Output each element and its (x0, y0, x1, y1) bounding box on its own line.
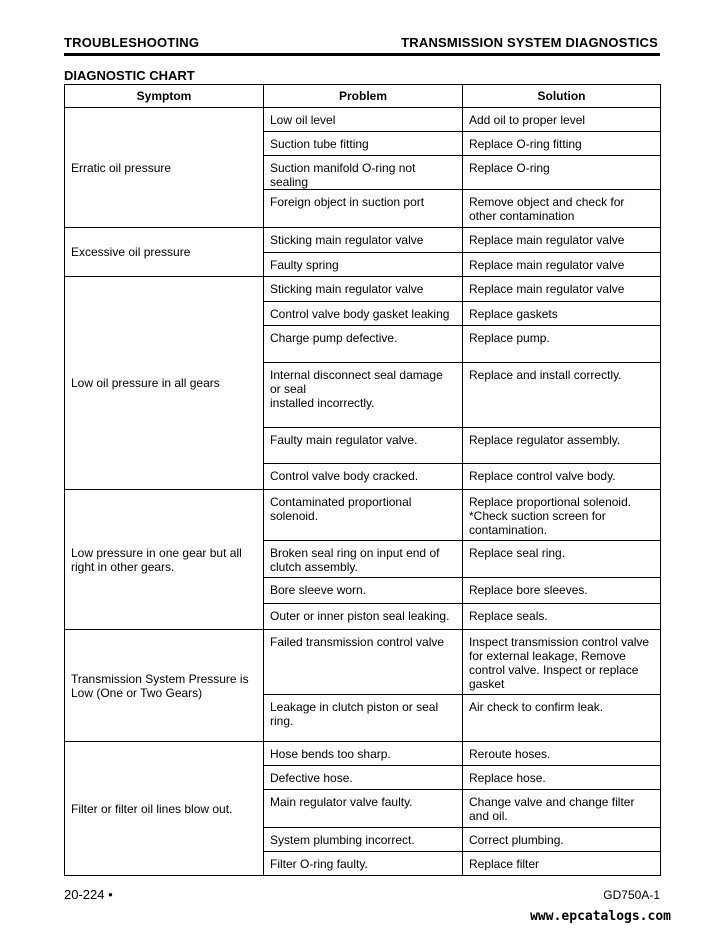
solution-cell: Replace seals. (463, 604, 661, 630)
problem-cell: Main regulator valve faulty. (264, 790, 463, 828)
solution-cell: Replace and install correctly. (463, 363, 661, 428)
problem-cell: Filter O-ring faulty. (264, 852, 463, 876)
solution-cell: Replace pump. (463, 326, 661, 363)
solution-cell: Replace O-ring fitting (463, 132, 661, 156)
symptom-cell: Filter or filter oil lines blow out. (65, 742, 264, 876)
problem-cell: Control valve body cracked. (264, 464, 463, 490)
problem-cell: Sticking main regulator valve (264, 228, 463, 253)
chart-title: DIAGNOSTIC CHART (64, 68, 195, 83)
solution-cell: Add oil to proper level (463, 108, 661, 132)
solution-cell: Replace main regulator valve (463, 277, 661, 302)
solution-cell: Change valve and change filter and oil. (463, 790, 661, 828)
page-header (64, 35, 660, 56)
solution-cell: Replace filter (463, 852, 661, 876)
document-code: GD750A-1 (603, 888, 660, 902)
symptom-cell: Transmission System Pressure is Low (One or Two Gears) (65, 630, 264, 742)
solution-cell: Replace O-ring (463, 156, 661, 190)
solution-cell: Air check to confirm leak. (463, 695, 661, 742)
problem-cell: Outer or inner piston seal leaking. (264, 604, 463, 630)
problem-cell: Hose bends too sharp. (264, 742, 463, 766)
header-chapter-title: TRANSMISSION SYSTEM DIAGNOSTICS (401, 35, 658, 50)
solution-cell: Replace seal ring. (463, 541, 661, 578)
problem-cell: Faulty spring (264, 253, 463, 277)
solution-cell: Replace main regulator valve (463, 228, 661, 253)
problem-cell: Defective hose. (264, 766, 463, 790)
solution-cell: Inspect transmission control valve for external leakage, Remove control valve. Inspect or replace gasket (463, 630, 661, 695)
table-row (65, 630, 661, 695)
column-header-solution: Solution (463, 85, 661, 108)
table-row (65, 108, 661, 132)
symptom-cell: Excessive oil pressure (65, 228, 264, 277)
solution-cell: Replace hose. (463, 766, 661, 790)
problem-cell: Suction tube fitting (264, 132, 463, 156)
solution-cell: Replace control valve body. (463, 464, 661, 490)
problem-cell: Leakage in clutch piston or seal ring. (264, 695, 463, 742)
table-row (65, 742, 661, 766)
table-row (65, 228, 661, 253)
watermark-url: www.epcatalogs.com (530, 909, 671, 924)
column-header-problem: Problem (264, 85, 463, 108)
symptom-cell: Low oil pressure in all gears (65, 277, 264, 490)
symptom-cell: Low pressure in one gear but all right in other gears. (65, 490, 264, 630)
problem-cell: Control valve body gasket leaking (264, 302, 463, 326)
column-header-symptom: Symptom (65, 85, 264, 108)
problem-cell: Contaminated proportional solenoid. (264, 490, 463, 541)
problem-cell: Faulty main regulator valve. (264, 428, 463, 464)
solution-cell: Remove object and check for other contamination (463, 190, 661, 228)
problem-cell: Broken seal ring on input end of clutch assembly. (264, 541, 463, 578)
problem-cell: Suction manifold O-ring not sealing (264, 156, 463, 190)
table-row (65, 490, 661, 541)
problem-cell: Charge pump defective. (264, 326, 463, 363)
table-header-row (65, 85, 661, 108)
problem-cell: Bore sleeve worn. (264, 578, 463, 604)
problem-cell: Failed transmission control valve (264, 630, 463, 695)
header-section-title: TROUBLESHOOTING (64, 35, 200, 50)
problem-cell: Sticking main regulator valve (264, 277, 463, 302)
problem-cell: System plumbing incorrect. (264, 828, 463, 852)
solution-cell: Replace proportional solenoid. *Check suction screen for contamination. (463, 490, 661, 541)
solution-cell: Replace bore sleeves. (463, 578, 661, 604)
problem-cell: Low oil level (264, 108, 463, 132)
solution-cell: Correct plumbing. (463, 828, 661, 852)
problem-cell: Foreign object in suction port (264, 190, 463, 228)
solution-cell: Reroute hoses. (463, 742, 661, 766)
solution-cell: Replace main regulator valve (463, 253, 661, 277)
table-body (65, 108, 661, 876)
page-number: 20-224 • (64, 887, 113, 902)
symptom-cell: Erratic oil pressure (65, 108, 264, 228)
diagnostic-table (64, 84, 661, 876)
problem-cell: Internal disconnect seal damage or seal installed incorrectly. (264, 363, 463, 428)
table-row (65, 277, 661, 302)
solution-cell: Replace gaskets (463, 302, 661, 326)
solution-cell: Replace regulator assembly. (463, 428, 661, 464)
